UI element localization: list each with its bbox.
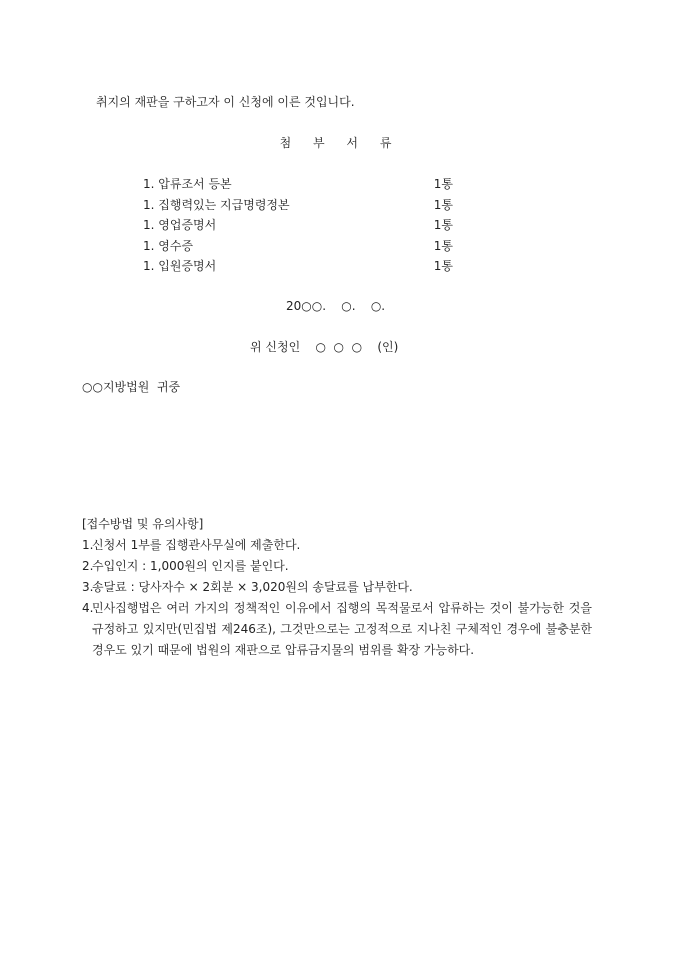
applicant-line: 위 신청인 ○ ○ ○ (인) xyxy=(250,340,399,354)
attachment-count: 1통 xyxy=(433,177,453,191)
attachment-count: 1통 xyxy=(433,218,453,232)
attachment-label: 1. 영업증명서 xyxy=(143,218,217,232)
attachment-item xyxy=(143,176,453,197)
note-number: 4. xyxy=(82,601,94,615)
note-number: 3. xyxy=(82,580,94,594)
notes-section xyxy=(82,516,592,666)
attachment-count: 1통 xyxy=(433,197,453,212)
attachment-label: 1. 집행력있는 지급명령정본 xyxy=(143,197,290,212)
date-line: 20○○. ○. ○. xyxy=(286,299,386,313)
attachment-label: 1. 압류조서 등본 xyxy=(143,177,232,191)
note-item xyxy=(82,598,592,661)
attachments-list xyxy=(143,176,453,279)
attachment-label: 1. 입원증명서 xyxy=(143,259,217,273)
intro-text: 취지의 재판을 구하고자 이 신청에 이른 것입니다. xyxy=(96,95,355,109)
attachments-heading: 첨 부 서 류 xyxy=(279,136,401,150)
notes-title: [접수방법 및 유의사항] xyxy=(82,517,204,531)
attachment-label: 1. 영수증 xyxy=(143,238,194,253)
note-text: 신청서 1부를 집행관사무실에 제출한다. xyxy=(92,538,301,552)
attachment-count: 1통 xyxy=(433,238,453,253)
note-number: 2. xyxy=(82,559,94,573)
attachment-item xyxy=(143,258,453,279)
court-addressee: ○○지방법원 귀중 xyxy=(82,380,181,394)
note-number: 1. xyxy=(82,538,94,552)
attachment-item xyxy=(143,197,453,218)
note-item xyxy=(82,579,592,595)
note-text: 민사집행법은 여러 가지의 정책적인 이유에서 집행의 목적물로서 압류하는 것이 불가능한 것을 규정하고 있지만(민집법 제246조), 그것만으로는 고정적으로 지나친 구체적인 경우에 불충분한 경우도 있기 때문에 법원의 재판으로 압류금지물의 범위를 확장 가능하다. xyxy=(92,601,592,657)
attachment-item xyxy=(143,217,453,238)
note-text: 수입인지 : 1,000원의 인지를 붙인다. xyxy=(92,559,289,573)
note-item xyxy=(82,558,592,574)
attachment-count: 1통 xyxy=(433,259,453,273)
attachment-item xyxy=(143,238,453,259)
note-text: 송달료 : 당사자수 × 2회분 × 3,020원의 송달료를 납부한다. xyxy=(92,580,413,594)
note-item xyxy=(82,537,592,553)
